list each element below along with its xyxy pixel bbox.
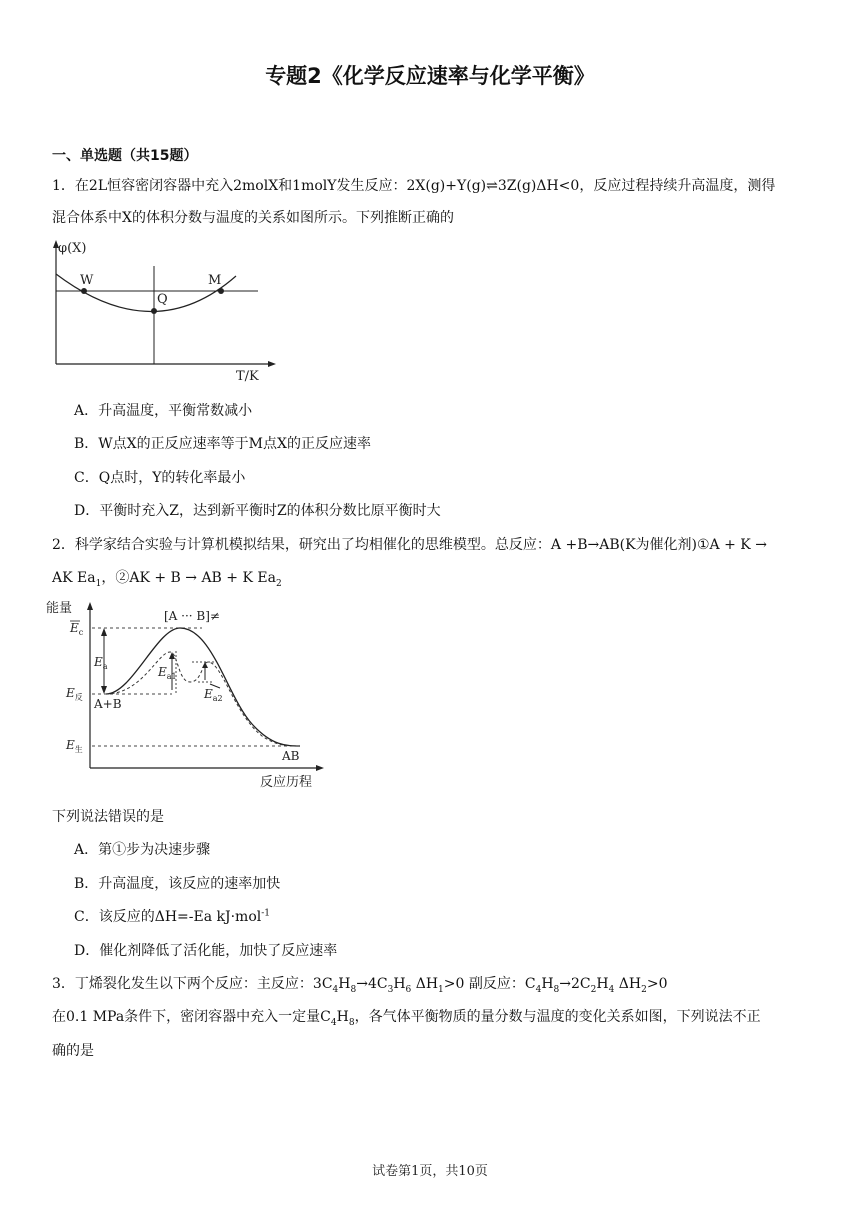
q3-line2: 在0.1 MPa条件下，密闭容器中充入一定量$C_4H_8$，各气体平衡物质的量分数与温度的变化关系如图，下列说法不正	[52, 1009, 761, 1028]
section-heading: 一、单选题（共15题）	[52, 148, 198, 164]
ea1-label: $E_{a1}$	[158, 665, 177, 681]
q2-xlabel: 反应历程	[260, 775, 313, 790]
point-q-label: Q	[157, 292, 168, 307]
q3-stem: 3．丁烯裂化发生以下两个反应：主反应：$3C_4H_8\to 4C_3H_6$ $\Delta H_1>0$ 副反应：$C_4H_8\to 2C_2H_4$ $\Delta H_2>0$	[52, 976, 668, 995]
reactant-label: A+B	[94, 697, 122, 711]
point-q-marker	[151, 308, 157, 314]
q1-stem-line2: 混合体系中X的体积分数与温度的关系如图所示。下列推断正确的	[52, 210, 454, 226]
q2-stem-line1: 2．科学家结合实验与计算机模拟结果，研究出了均相催化的思维模型。总反应：A +B→AB(K为催化剂)①A + K →	[52, 537, 767, 553]
esheng-label: $E_生$	[66, 738, 83, 754]
q3-line3: 确的是	[52, 1043, 94, 1059]
q1-option-c: C．Q点时，Y的转化率最小	[74, 470, 246, 486]
point-w-label: W	[80, 273, 94, 288]
q2-stem-line2: AK $Ea_1$，②AK + B → AB + K $Ea_2$	[52, 570, 282, 589]
q2-ylabel: 能量	[46, 601, 73, 616]
ea-label: $E_a$	[94, 655, 108, 671]
product-label: AB	[282, 749, 300, 763]
q1-option-b: B．W点X的正反应速率等于M点X的正反应速率	[74, 436, 371, 452]
point-m-label: M	[208, 273, 222, 288]
q1-xlabel: T/K	[236, 369, 259, 384]
transition-state-label: [A ··· B]≠	[164, 609, 220, 623]
q2-option-b: B．升高温度，该反应的速率加快	[74, 876, 281, 892]
q2-figure	[46, 596, 332, 792]
q1-figure	[40, 236, 280, 386]
q2-prompt: 下列说法错误的是	[52, 809, 164, 825]
q1-option-a: A．升高温度，平衡常数减小	[74, 403, 253, 419]
q2-option-c: C．该反应的ΔH=-Ea kJ·mol$^{-1}$	[74, 908, 271, 925]
q1-option-d: D．平衡时充入Z，达到新平衡时Z的体积分数比原平衡时大	[74, 503, 441, 519]
q1-stem-line1: 1．在2L恒容密闭容器中充入2molX和1molY发生反应：2X(g)+Y(g)⇌3Z(g)ΔH<0，反应过程持续升高温度，测得	[52, 178, 776, 194]
point-m-marker	[218, 288, 224, 294]
q2-option-a: A．第①步为决速步骤	[74, 842, 211, 858]
ea2-label: $E_{a2}$	[204, 687, 223, 703]
q1-ylabel: φ(X)	[58, 241, 87, 256]
page-footer: 试卷第1页，共10页	[372, 1164, 488, 1179]
point-w-marker	[81, 288, 87, 294]
efan-label: $E_反$	[66, 686, 83, 702]
page-title: 专题2《化学反应速率与化学平衡》	[265, 64, 595, 88]
ec-label: $E_c$	[70, 621, 84, 637]
q2-option-d: D．催化剂降低了活化能，加快了反应速率	[74, 943, 338, 959]
